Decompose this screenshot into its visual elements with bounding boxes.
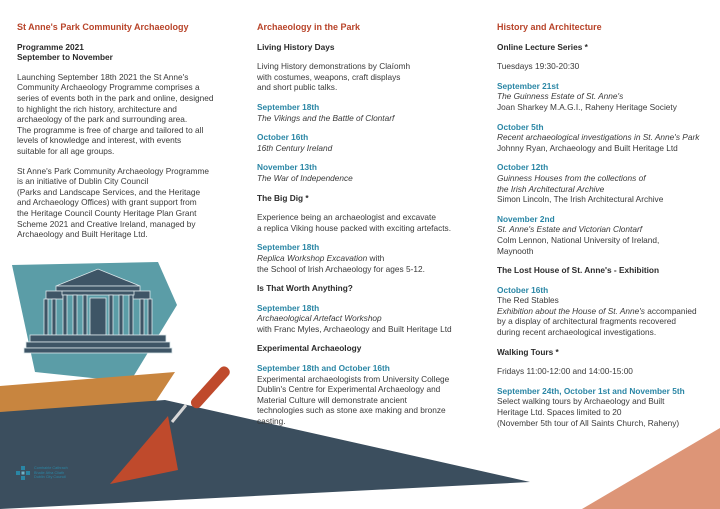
event-item	[497, 214, 712, 256]
history-column	[497, 22, 712, 437]
event-title: Replica Workshop Excavation	[257, 252, 368, 263]
archaeology-column	[257, 22, 477, 436]
walking-tours-time: Fridays 11:00-12:00 and 14:00-15:00	[497, 366, 633, 377]
walking-tours-heading: Walking Tours *	[497, 346, 559, 357]
event-description: Experimental archaeologists from University College Dublin's Centre for Experimental Archaeology and Material Culture will demonstrate ancient technologies such as stone axe making and bronze casting.	[257, 373, 450, 427]
intro-column	[17, 22, 232, 249]
event-description-line	[497, 306, 712, 317]
event-item	[497, 162, 712, 204]
event-description: with Franc Myles, Archaeology and Built Heritage Ltd	[257, 323, 452, 334]
council-logo-text	[34, 466, 68, 480]
event-date: October 16th	[257, 132, 309, 143]
event-title: 16th Century Ireland	[257, 142, 333, 153]
programme-year: Programme 2021	[17, 41, 84, 52]
event-date: September 18th	[257, 242, 320, 253]
history-title: History and Architecture	[497, 22, 602, 32]
peach-corner	[582, 428, 720, 509]
council-name-irish-1: Comhairle Cathrach	[34, 466, 68, 471]
event-item	[497, 285, 712, 338]
intro-title: St Anne's Park Community Archaeology	[17, 22, 189, 32]
event-item	[497, 122, 712, 154]
experimental-heading: Experimental Archaeology	[257, 343, 362, 354]
event-description: the School of Irish Archaeology for ages 5-12.	[257, 263, 425, 274]
event-item	[257, 162, 477, 183]
initiative-paragraph: St Anne's Park Community Archaeology Programme is an initiative of Dublin City Council (Parks and Landscape Services, and the Heritage and Archaeology Offices) with grant support from the Heritage Council County Heritage Plan Grant Scheme 2021 and Creative Ireland, managed by Archaeology and Built Heritage Ltd.	[17, 165, 210, 240]
event-speaker: Simon Lincoln, The Irish Architectural Archive	[497, 194, 664, 205]
event-date: September 21st	[497, 80, 559, 91]
event-title: Recent archaeological investigations in St. Anne's Park	[497, 132, 700, 143]
event-date: October 12th	[497, 162, 549, 173]
event-title: Guinness Houses from the collections of the Irish Architectural Archive	[497, 172, 646, 194]
event-date: September 24th, October 1st and November 5th	[497, 385, 685, 396]
event-item	[257, 132, 477, 153]
event-description: by a display of architectural fragments recovered during recent archaeological investigations.	[497, 316, 676, 338]
worth-anything-heading: Is That Worth Anything?	[257, 283, 353, 294]
council-emblem-icon	[16, 466, 30, 480]
event-item	[257, 242, 477, 274]
event-item	[257, 102, 477, 123]
programme-heading	[17, 42, 232, 63]
event-date: September 18th	[257, 101, 320, 112]
event-title: The War of Independence	[257, 172, 353, 183]
exhibition-title: Exhibition about the House of St. Anne's	[497, 305, 645, 316]
exhibition-heading: The Lost House of St. Anne's - Exhibition	[497, 265, 660, 276]
intro-paragraph: Launching September 18th 2021 the St Anne's Community Archaeology Programme comprises a series of events both in the park and online, designed to highlight the rich history, architecture and archaeology of the park and surrounding area. The programme is free of charge and tailored to all levels of knowledge and interest, with events suitable for all age groups.	[17, 71, 214, 156]
council-name-irish-2: Bhaile Átha Cliath	[34, 470, 65, 475]
event-title: The Red Stables	[497, 295, 559, 306]
event-date: October 5th	[497, 121, 544, 132]
lecture-time: Tuesdays 19:30-20:30	[497, 61, 580, 72]
event-title: St. Anne's Estate and Victorian Clontarf	[497, 224, 643, 235]
event-speaker: Colm Lennon, National University of Ireland, Maynooth	[497, 234, 660, 256]
event-speaker: Joan Sharkey M.A.G.I., Raheny Heritage Society	[497, 101, 677, 112]
council-logo	[16, 466, 68, 480]
event-item	[257, 303, 477, 335]
event-date: September 18th and October 16th	[257, 363, 390, 374]
event-date: October 16th	[497, 284, 549, 295]
council-name-english: Dublin City Council	[34, 475, 67, 480]
big-dig-heading: The Big Dig *	[257, 192, 309, 203]
event-date: November 2nd	[497, 213, 555, 224]
event-title-tail: with	[367, 252, 385, 263]
event-speaker: Johnny Ryan, Archaeology and Built Heritage Ltd	[497, 142, 678, 153]
event-date: September 18th	[257, 302, 320, 313]
event-date: November 13th	[257, 162, 317, 173]
event-title: The Guinness Estate of St. Anne's	[497, 91, 624, 102]
living-history-heading: Living History Days	[257, 41, 335, 52]
exhibition-tail: accompanied	[644, 305, 697, 316]
lecture-series-heading: Online Lecture Series *	[497, 41, 588, 52]
event-item	[497, 386, 712, 428]
programme-dates: September to November	[17, 52, 113, 63]
event-item	[497, 81, 712, 113]
event-item	[257, 363, 477, 427]
event-title: Archaeological Artefact Workshop	[257, 313, 382, 324]
event-title-line	[257, 253, 477, 264]
living-history-text: Living History demonstrations by Claíomh with costumes, weapons, craft displays and short public talks.	[257, 61, 411, 93]
archaeology-title: Archaeology in the Park	[257, 22, 361, 32]
event-description: Select walking tours by Archaeology and Built Heritage Ltd. Spaces limited to 20 (November 5th tour of All Saints Church, Raheny)	[497, 396, 680, 428]
event-title: The Vikings and the Battle of Clontarf	[257, 112, 395, 123]
big-dig-text: Experience being an archaeologist and excavate a replica Viking house packed with exciting artefacts.	[257, 212, 452, 233]
